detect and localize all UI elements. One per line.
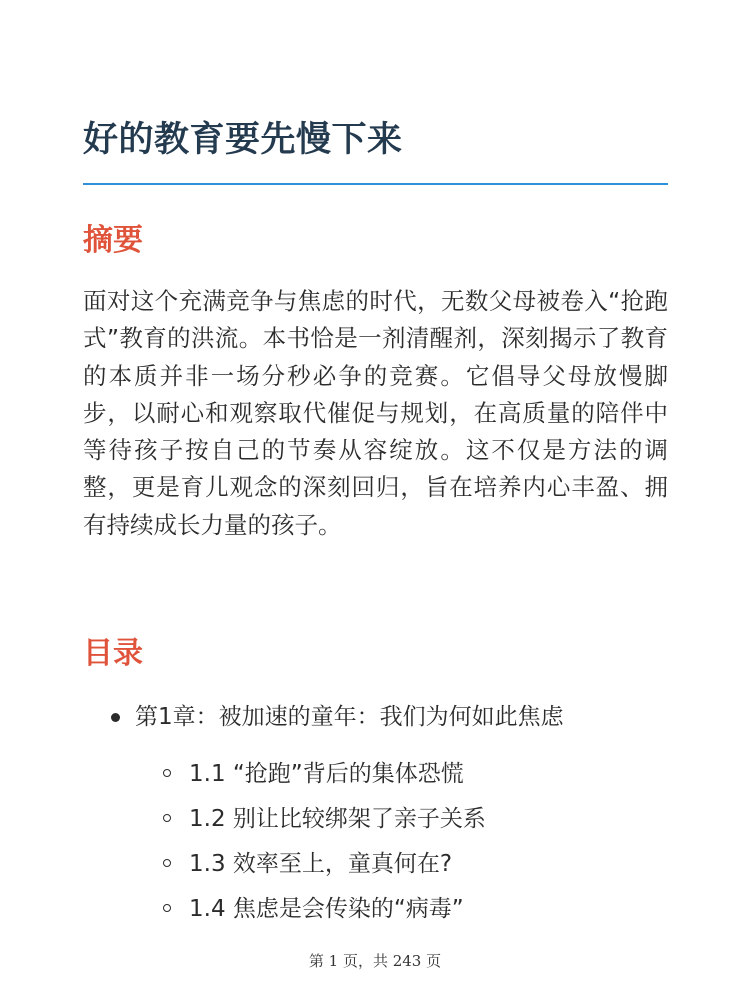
title-divider bbox=[83, 183, 668, 185]
bullet-disc-icon bbox=[111, 713, 120, 722]
document-title: 好的教育要先慢下来 bbox=[83, 120, 403, 160]
toc-section-1-4[interactable]: 1.4 焦虑是会传染的“病毒” bbox=[189, 896, 464, 922]
toc-section-1-1[interactable]: 1.1 “抢跑”背后的集体恐慌 bbox=[189, 761, 464, 787]
bullet-circle-icon bbox=[163, 769, 171, 777]
toc-heading: 目录 bbox=[83, 636, 143, 671]
abstract-heading: 摘要 bbox=[83, 223, 143, 258]
toc-section-1-2[interactable]: 1.2 别让比较绑架了亲子关系 bbox=[189, 806, 486, 832]
toc-chapter-1[interactable]: 第1章：被加速的童年：我们为何如此焦虑 bbox=[135, 704, 564, 730]
toc-section-1-3[interactable]: 1.3 效率至上，童真何在? bbox=[189, 851, 453, 877]
abstract-text: 面对这个充满竞争与焦虑的时代，无数父母被卷入“抢跑式”教育的洪流。本书恰是一剂清醒剂，深刻揭示了教育的本质并非一场分秒必争的竞赛。它倡导父母放慢脚步，以耐心和观察取代催促与规划，在高质量的陪伴中等待孩子按自己的节奏从容绽放。这不仅是方法的调整，更是育儿观念的深刻回归，旨在培养内心丰盈、拥有持续成长力量的孩子。 bbox=[83, 287, 668, 539]
bullet-circle-icon bbox=[163, 814, 171, 822]
page-number: 第 1 页，共 243 页 bbox=[308, 952, 442, 970]
bullet-circle-icon bbox=[163, 904, 171, 912]
bullet-circle-icon bbox=[163, 859, 171, 867]
